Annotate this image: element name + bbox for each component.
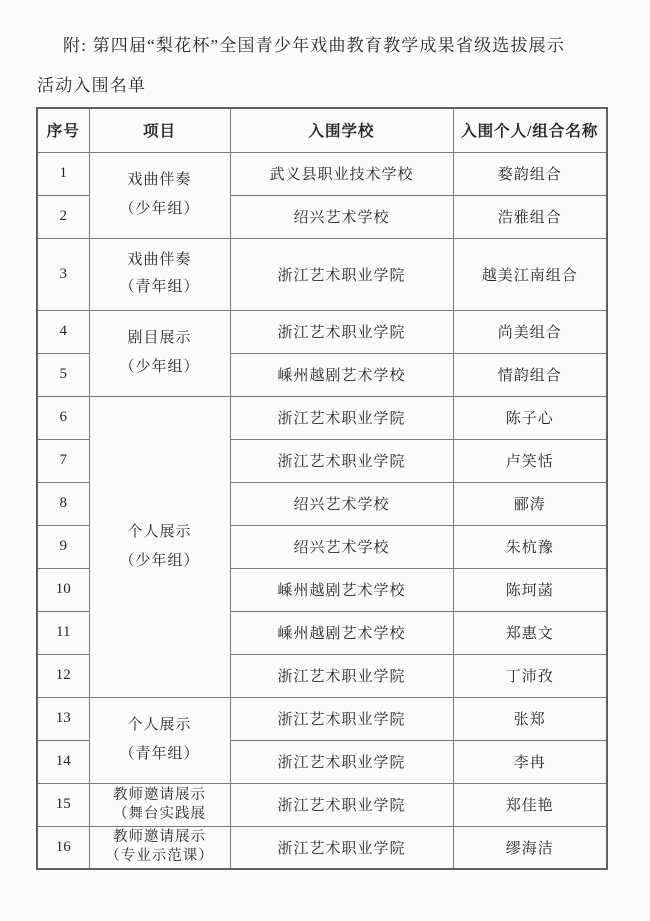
winner-name-cell: 情韵组合	[453, 353, 607, 396]
school-cell: 浙江艺术职业学院	[230, 654, 453, 697]
serial-number-cell: 12	[37, 654, 89, 697]
project-cell	[89, 152, 230, 238]
table-row	[37, 238, 607, 310]
serial-number-cell: 11	[37, 611, 89, 654]
project-cell	[89, 396, 230, 697]
serial-number-cell: 3	[37, 238, 89, 310]
serial-number-cell: 7	[37, 439, 89, 482]
winner-name-cell: 陈珂菡	[453, 568, 607, 611]
project-line: 教师邀请展示	[113, 829, 206, 846]
serial-number-cell: 6	[37, 396, 89, 439]
document-page	[0, 26, 650, 921]
winner-name-cell: 陈子心	[453, 396, 607, 439]
serial-number-cell: 8	[37, 482, 89, 525]
serial-number-cell: 13	[37, 697, 89, 740]
school-cell: 浙江艺术职业学院	[230, 310, 453, 353]
school-cell: 嵊州越剧艺术学校	[230, 568, 453, 611]
project-cell	[89, 783, 230, 826]
title-line-2: 活动入围名单	[37, 76, 147, 95]
project-line: 个人展示	[127, 523, 192, 540]
table-row	[37, 310, 607, 353]
winner-name-cell: 李冉	[453, 740, 607, 783]
header-row	[37, 108, 607, 152]
winner-name-cell: 朱杭豫	[453, 525, 607, 568]
winner-name-cell: 尚美组合	[453, 310, 607, 353]
winner-name-cell: 婺韵组合	[453, 152, 607, 195]
serial-number-cell: 9	[37, 525, 89, 568]
finalists-table	[36, 107, 608, 870]
serial-number-cell: 15	[37, 783, 89, 826]
column-header-name: 入围个人/组合名称	[453, 108, 607, 152]
winner-name-cell: 缪海洁	[453, 826, 607, 869]
serial-number-cell: 4	[37, 310, 89, 353]
project-line: （舞台实践展	[113, 805, 206, 822]
table-header	[37, 108, 607, 152]
table-row	[37, 697, 607, 740]
serial-number-cell: 2	[37, 195, 89, 238]
column-header-project: 项目	[89, 108, 230, 152]
winner-name-cell: 卢笑恬	[453, 439, 607, 482]
school-cell: 嵊州越剧艺术学校	[230, 353, 453, 396]
project-line: 个人展示	[127, 717, 192, 733]
project-cell	[89, 826, 230, 869]
school-cell: 浙江艺术职业学院	[230, 396, 453, 439]
project-line: （专业示范课）	[105, 848, 214, 865]
column-header-serial: 序号	[37, 108, 89, 152]
winner-name-cell: 丁沛孜	[453, 654, 607, 697]
school-cell: 浙江艺术职业学院	[230, 697, 453, 740]
title-line-1: 附: 第四届“梨花杯”全国青少年戏曲教育教学成果省级选拔展示	[63, 36, 566, 55]
table-body	[37, 152, 607, 869]
winner-name-cell: 郑惠文	[453, 611, 607, 654]
school-cell: 浙江艺术职业学院	[230, 783, 453, 826]
serial-number-cell: 5	[37, 353, 89, 396]
project-cell	[89, 310, 230, 396]
column-header-school: 入围学校	[230, 108, 453, 152]
school-cell: 浙江艺术职业学院	[230, 740, 453, 783]
school-cell: 嵊州越剧艺术学校	[230, 611, 453, 654]
project-line: 教师邀请展示	[113, 786, 206, 803]
serial-number-cell: 16	[37, 826, 89, 869]
winner-name-cell: 郦涛	[453, 482, 607, 525]
project-line: 剧目展示	[127, 330, 192, 346]
project-line: （少年组）	[119, 201, 200, 217]
school-cell: 浙江艺术职业学院	[230, 238, 453, 310]
winner-name-cell: 张郑	[453, 697, 607, 740]
serial-number-cell: 1	[37, 152, 89, 195]
school-cell: 武义县职业技术学校	[230, 152, 453, 195]
school-cell: 浙江艺术职业学院	[230, 826, 453, 869]
project-line: （青年组）	[119, 746, 200, 762]
table-row	[37, 783, 607, 826]
project-cell	[89, 697, 230, 783]
project-line: 戏曲伴奏	[127, 252, 192, 268]
school-cell: 绍兴艺术学校	[230, 482, 453, 525]
project-line: （少年组）	[119, 552, 200, 569]
serial-number-cell: 14	[37, 740, 89, 783]
project-line: 戏曲伴奏	[127, 172, 192, 188]
project-cell	[89, 238, 230, 310]
winner-name-cell: 越美江南组合	[453, 238, 607, 310]
school-cell: 绍兴艺术学校	[230, 195, 453, 238]
table-row	[37, 826, 607, 869]
document-title	[37, 26, 608, 106]
winner-name-cell: 浩雅组合	[453, 195, 607, 238]
winner-name-cell: 郑佳艳	[453, 783, 607, 826]
school-cell: 绍兴艺术学校	[230, 525, 453, 568]
project-line: （少年组）	[119, 359, 200, 375]
serial-number-cell: 10	[37, 568, 89, 611]
project-line: （青年组）	[119, 279, 200, 295]
table-row	[37, 396, 607, 439]
school-cell: 浙江艺术职业学院	[230, 439, 453, 482]
table-row	[37, 152, 607, 195]
